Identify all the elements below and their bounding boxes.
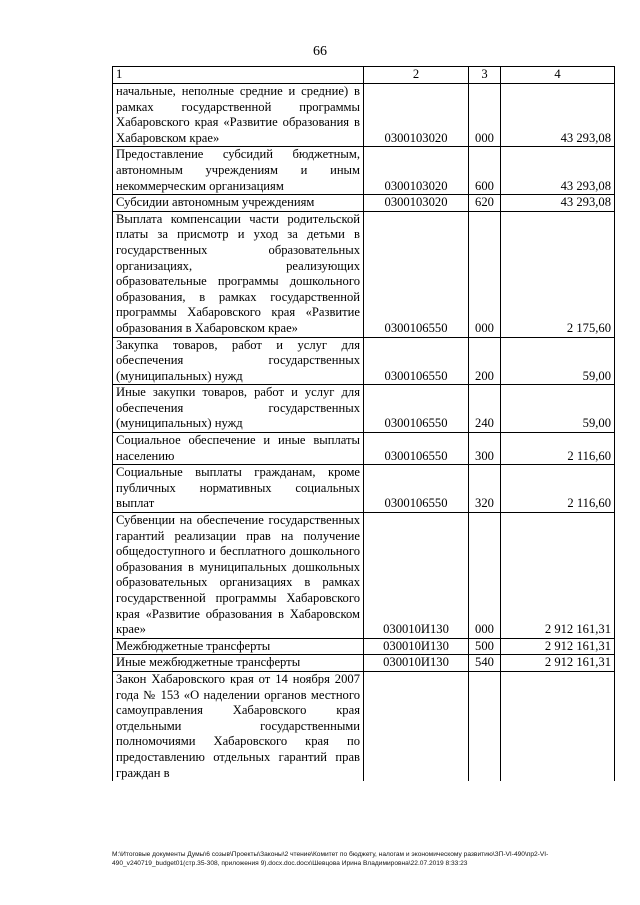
row-amount: 2 912 161,31 bbox=[501, 638, 615, 655]
row-name: Межбюджетные трансферты bbox=[113, 638, 364, 655]
row-type: 000 bbox=[469, 84, 501, 147]
table-row bbox=[113, 671, 615, 781]
table-row bbox=[113, 211, 615, 337]
row-code: 030010И130 bbox=[364, 513, 469, 639]
table-row bbox=[113, 84, 615, 147]
row-name: Выплата компенсации части родительской платы за присмотр и уход за детьми в государственных образовательных организациях, реализующих образовательные программы дошкольного образования, в рамках государственной программы Хабаровского края «Развитие образования в Хабаровском крае» bbox=[113, 211, 364, 337]
row-type: 300 bbox=[469, 433, 501, 465]
row-type bbox=[469, 671, 501, 781]
row-type: 200 bbox=[469, 337, 501, 385]
column-header-3: 3 bbox=[469, 67, 501, 84]
row-name: Иные закупки товаров, работ и услуг для обеспечения государственных (муниципальных) нужд bbox=[113, 385, 364, 433]
row-name: Социальное обеспечение и иные выплаты населению bbox=[113, 433, 364, 465]
row-code: 0300106550 bbox=[364, 385, 469, 433]
table-row bbox=[113, 433, 615, 465]
row-type: 540 bbox=[469, 655, 501, 672]
table-row bbox=[113, 638, 615, 655]
row-code bbox=[364, 671, 469, 781]
row-amount: 2 116,60 bbox=[501, 465, 615, 513]
row-type: 500 bbox=[469, 638, 501, 655]
column-header-2: 2 bbox=[364, 67, 469, 84]
row-type: 000 bbox=[469, 211, 501, 337]
row-code: 0300106550 bbox=[364, 337, 469, 385]
row-code: 0300103020 bbox=[364, 147, 469, 195]
row-amount: 2 912 161,31 bbox=[501, 513, 615, 639]
row-amount: 2 912 161,31 bbox=[501, 655, 615, 672]
row-name: Иные межбюджетные трансферты bbox=[113, 655, 364, 672]
column-header-1: 1 bbox=[113, 67, 364, 84]
table-row bbox=[113, 465, 615, 513]
row-code: 030010И130 bbox=[364, 638, 469, 655]
row-name: Субвенции на обеспечение государственных гарантий реализации прав на получение общедоступного и бесплатного дошкольного образования в муниципальных дошкольных образовательных организациях в рамках государственной программы Хабаровского края «Развитие образования в Хабаровском крае» bbox=[113, 513, 364, 639]
row-code: 0300103020 bbox=[364, 195, 469, 212]
row-type: 320 bbox=[469, 465, 501, 513]
row-type: 000 bbox=[469, 513, 501, 639]
row-code: 0300106550 bbox=[364, 465, 469, 513]
row-type: 600 bbox=[469, 147, 501, 195]
table-row bbox=[113, 655, 615, 672]
row-type: 240 bbox=[469, 385, 501, 433]
column-header-4: 4 bbox=[501, 67, 615, 84]
row-code: 030010И130 bbox=[364, 655, 469, 672]
row-name: начальные, неполные средние и средние) в рамках государственной программы Хабаровского края «Развитие образования в Хабаровском крае» bbox=[113, 84, 364, 147]
budget-table bbox=[112, 66, 615, 781]
table-header-row bbox=[113, 67, 615, 84]
row-amount: 59,00 bbox=[501, 337, 615, 385]
row-name: Субсидии автономным учреждениям bbox=[113, 195, 364, 212]
row-name: Закупка товаров, работ и услуг для обеспечения государственных (муниципальных) нужд bbox=[113, 337, 364, 385]
row-code: 0300106550 bbox=[364, 433, 469, 465]
row-type: 620 bbox=[469, 195, 501, 212]
row-amount bbox=[501, 671, 615, 781]
table-row bbox=[113, 147, 615, 195]
row-name: Закон Хабаровского края от 14 ноября 2007 года № 153 «О наделении органов местного самоуправления Хабаровского края отдельными государственными полномочиями Хабаровского края по предоставлению отдельных гарантий прав граждан в bbox=[113, 671, 364, 781]
row-amount: 59,00 bbox=[501, 385, 615, 433]
table-row bbox=[113, 513, 615, 639]
row-name: Предоставление субсидий бюджетным, автономным учреждениям и иным некоммерческим организациям bbox=[113, 147, 364, 195]
row-name: Социальные выплаты гражданам, кроме публичных нормативных социальных выплат bbox=[113, 465, 364, 513]
row-code: 0300103020 bbox=[364, 84, 469, 147]
table-row bbox=[113, 385, 615, 433]
row-code: 0300106550 bbox=[364, 211, 469, 337]
document-path-footer: М:\Итоговые документы Думы\6 созыв\Проекты\Законы\2 чтение\Комитет по бюджету, налогам и экономическому развитию\ЗП-VI-490\пр2-VI-490_v240719_budget01(стр.35-308, приложения 9).docx.doc.docx\Шевцова Ирина Владимировна\22.07.2019 8:33:23 bbox=[112, 851, 549, 867]
row-amount: 2 175,60 bbox=[501, 211, 615, 337]
row-amount: 2 116,60 bbox=[501, 433, 615, 465]
table-row bbox=[113, 337, 615, 385]
row-amount: 43 293,08 bbox=[501, 147, 615, 195]
table-row bbox=[113, 195, 615, 212]
row-amount: 43 293,08 bbox=[501, 84, 615, 147]
page-number: 66 bbox=[313, 44, 327, 59]
row-amount: 43 293,08 bbox=[501, 195, 615, 212]
